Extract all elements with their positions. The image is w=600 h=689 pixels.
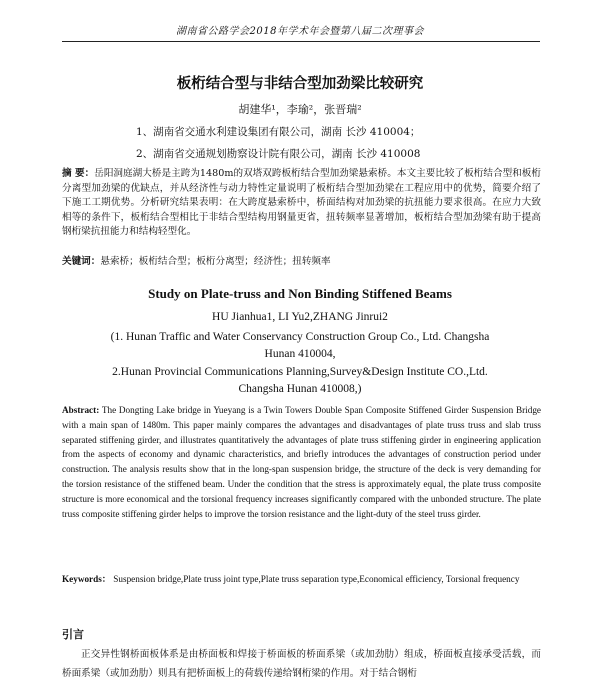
keywords-chinese-text: 悬索桥；板桁结合型；板桁分离型；经济性；扭转频率 [100,256,331,267]
header-rule [62,41,540,42]
authors-english: HU Jianhua1, LI Yu2,ZHANG Jinrui2 [212,311,388,323]
keywords-english-text: Suspension bridge,Plate truss joint type,Plate truss separation type,Economical efficiency, Torsional frequency [113,574,520,584]
abstract-english-label: Abstract: [62,405,100,415]
keywords-english [62,572,541,587]
title-chinese: 板桁结合型与非结合型加劲梁比较研究 [176,76,424,92]
keywords-english-label: Keywords： [62,574,111,584]
introduction-paragraph: 正交异性钢桥面板体系是由桥面板和焊接于桥面板的桥面系梁（或加劲肋）组成，桥面板直接承受活载，而桥面系梁（或加劲肋）则具有把桥面板上的荷载传递给钢桁梁的作用。对于结合钢桁 [62,649,541,679]
keywords-chinese-label: 关键词： [62,256,101,267]
abstract-chinese [62,167,541,240]
affiliation-chinese-1: 1、湖南省交通水利建设集团有限公司，湖南 长沙 410004； [136,126,421,138]
abstract-english [62,403,541,521]
title-english: Study on Plate-truss and Non Binding Stiffened Beams [148,286,452,301]
affiliation-english-1: (1. Hunan Traffic and Water Conservancy Construction Group Co., Ltd. Changsha Hunan 410004, [110,331,490,360]
affiliation-english-2: 2.Hunan Provincial Communications Planning,Survey&Design Institute CO.,Ltd. Changsha Hunan 410008,) [112,366,488,395]
authors-chinese: 胡建华¹，李瑜²，张晋瑞² [238,103,362,116]
running-head: 湖南省公路学会2018年学术年会暨第八届二次理事会 [176,26,424,37]
keywords-chinese [62,253,541,267]
section-heading-introduction: 引言 [62,628,84,641]
abstract-english-text: The Dongting Lake bridge in Yueyang is a Twin Towers Double Span Composite Stiffened Girder Suspension Bridge with a main span of 1480m. This paper mainly compares the advantages and disadvantages of plate truss truss and slab truss separated stiffening girder, and illustrates quantitatively the advantages of plate truss stiffening girder in engineering application from the aspects of economy and dynamic characteristics, and briefly introduces the advantages of construction period under construction. The analysis results show that in the long-span suspension bridge, the structure of the deck is very demanding for the torsion resistance of the stiffened beam. Under the condition that the stress is approximately equal, the plate truss composite structure is more economical and the torsional frequency increases significantly compared with the unbonded structure. The plate truss composite stiffening girder helps to improve the torsion resistance and the light-duty of the steel truss girder. [62,405,541,519]
abstract-chinese-text: 岳阳洞庭湖大桥是主跨为1480m的双塔双跨板桁结合型加劲梁悬索桥。本文主要比较了板桁结合型和板桁分离型加劲梁的优缺点，并从经济性与动力特性定量说明了板桁结合型加劲梁在工程应用中的优势，简要介绍了下施工工期优势。分析研究结果表明：在大跨度悬索桥中，桥面结构对加劲梁的抗扭能力要求很高。在应力大致相等的条件下，板桁结合型相比于非结合型结构用钢量更省，扭转频率显著增加，板桁结合型加劲梁有助于提高钢桁梁抗扭能力和结构轻型化。 [62,168,542,237]
abstract-chinese-label: 摘 要： [62,168,95,179]
affiliation-chinese-2: 2、湖南省交通规划勘察设计院有限公司，湖南 长沙 410008 [136,148,421,160]
